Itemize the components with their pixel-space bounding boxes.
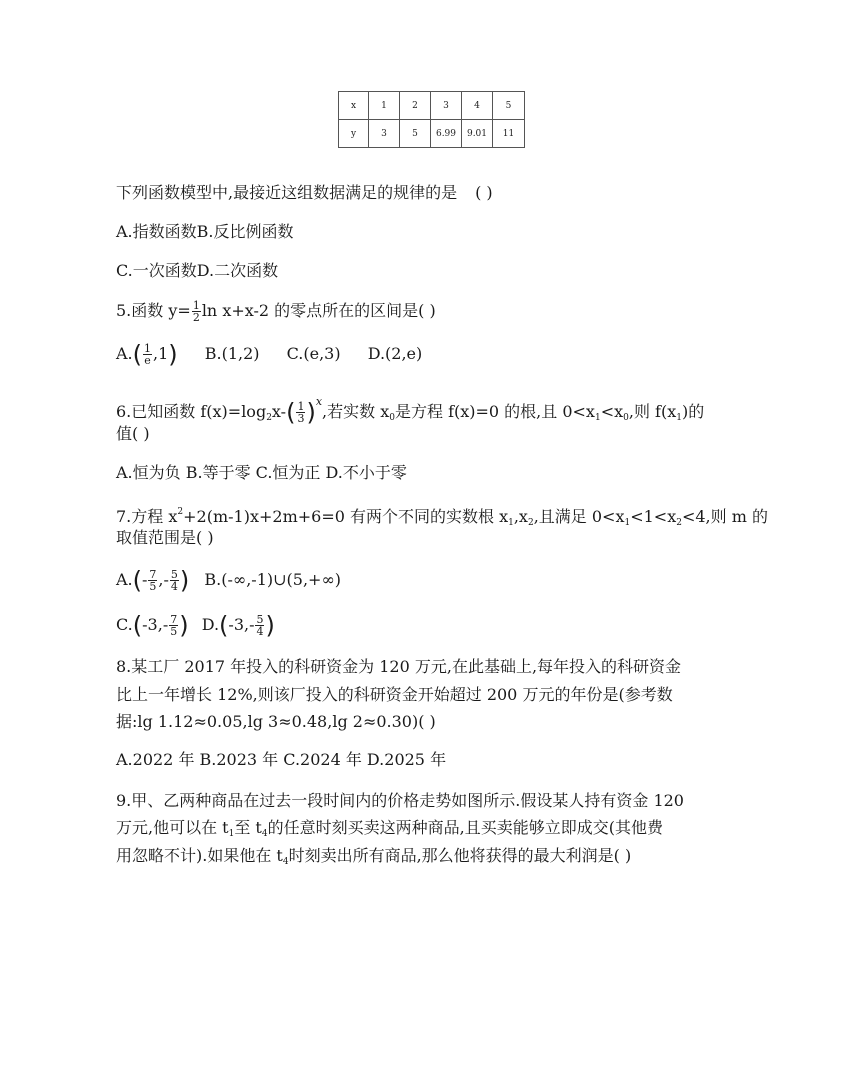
- q6-text: 是方程 f(x)=0 的根,且 0<x: [394, 402, 595, 421]
- table-cell: 5: [400, 120, 431, 148]
- frac-denominator: 3: [297, 412, 305, 425]
- table-cell: 1: [369, 92, 400, 120]
- table-cell: y: [339, 120, 369, 148]
- paren-left: (: [219, 611, 229, 640]
- table-row: [339, 120, 525, 148]
- q7-options-ab: A.(- $\frac{7}{5}$ ,- $\frac{5}{4}$ ) B.(-∞,-1)∪(5,+∞): [116, 566, 342, 595]
- q7-option-a-fraction-1: [148, 569, 157, 592]
- q9-stem-line1: 9.甲、乙两种商品在过去一段时间内的价格走势如图所示.假设某人持有资金 120: [116, 791, 684, 810]
- subscript: 1: [508, 518, 514, 528]
- q5-option-a-tail: ,1: [153, 344, 169, 363]
- q7-option-a-fraction-2: [170, 569, 179, 592]
- subscript: 1: [594, 413, 601, 423]
- table-cell: 9.01: [462, 120, 493, 148]
- frac-denominator: e: [144, 354, 151, 367]
- q7-text: ,且满足 0<x: [533, 507, 625, 526]
- subscript: 2: [527, 518, 534, 528]
- paren-right: ): [265, 611, 275, 640]
- q8-stem-line2: 比上一年增长 12%,则该厂投入的科研资金开始超过 200 万元的年份是(参考数: [116, 685, 673, 704]
- frac-denominator: 4: [256, 625, 264, 638]
- q7-text: ,x: [513, 507, 528, 526]
- q6-text: ,则 f(x: [628, 402, 677, 421]
- subscript: 1: [676, 413, 682, 423]
- paren-left: (: [132, 340, 143, 369]
- q5-option-a-fraction: [143, 343, 152, 366]
- q6-prefix: 6.已知函数 f(x)=log: [116, 402, 267, 421]
- q7-option-c-text: -3,-: [142, 615, 169, 634]
- superscript: 2: [177, 507, 184, 517]
- q7-text: <1<x: [630, 507, 677, 526]
- frac-numerator: 1: [192, 299, 200, 312]
- q5-suffix: ln x+x-2 的零点所在的区间是( ): [201, 301, 436, 320]
- frac-numerator: 7: [170, 613, 178, 626]
- paren-right: ): [306, 398, 316, 427]
- q7-options-cd: [116, 611, 275, 640]
- q5-option-b: B.(1,2): [204, 344, 260, 363]
- subscript: 1: [624, 518, 631, 528]
- frac-denominator: 4: [170, 580, 178, 593]
- frac-denominator: 5: [170, 625, 178, 638]
- q7-text: +2(m-1)x+2m+6=0 有两个不同的实数根 x: [183, 507, 509, 526]
- q5-option-d: D.(2,e): [367, 344, 423, 363]
- q4-stem: [116, 183, 493, 203]
- table-row: [339, 92, 525, 120]
- table-cell: 3: [369, 120, 400, 148]
- q6-options: A.恒为负 B.等于零 C.恒为正 D.不小于零: [116, 463, 407, 482]
- q5-fraction: [192, 300, 201, 323]
- q7-option-d-fraction: [255, 614, 264, 637]
- q8-stem-line3: 据:lg 1.12≈0.05,lg 3≈0.48,lg 2≈0.30)( ): [116, 712, 436, 731]
- q7-option-b: B.(-∞,-1)∪(5,+∞): [204, 570, 342, 589]
- q6-stem: [116, 392, 704, 428]
- q4-options-1: A.指数函数B.反比例函数: [116, 222, 294, 241]
- q9-text: 用忽略不计).如果他在 t: [116, 846, 283, 865]
- q7-stem: [116, 502, 768, 533]
- q7-option-d-text: -3,-: [228, 615, 255, 634]
- subscript: 0: [389, 413, 395, 423]
- frac-denominator: 5: [149, 580, 157, 593]
- q6-mid: x-: [271, 402, 287, 421]
- paren-left: (: [132, 611, 143, 640]
- table-cell: 5: [493, 92, 525, 120]
- table-cell: 3: [431, 92, 462, 120]
- q5-options: [116, 340, 423, 369]
- frac-numerator: 5: [256, 613, 264, 626]
- q7-option-a-label: A.: [116, 570, 133, 589]
- q6-text: )的: [681, 402, 705, 421]
- q7-text: 7.方程 x: [116, 507, 178, 526]
- frac-numerator: 1: [144, 342, 152, 355]
- q6-text: ,若实数 x: [322, 402, 390, 421]
- q9-text: 的任意时刻买卖这两种商品,且买卖能够立即成交(其他费: [267, 818, 663, 837]
- subscript: 2: [676, 518, 682, 528]
- table-cell: x: [339, 92, 369, 120]
- data-table: [338, 91, 525, 148]
- table-cell: 4: [462, 92, 493, 120]
- q5-stem: [116, 300, 436, 323]
- frac-numerator: 5: [170, 568, 178, 581]
- q7-option-d-label: D.: [201, 615, 220, 634]
- q4-blank: ( ): [475, 183, 493, 202]
- q9-stem-line3: [116, 846, 631, 872]
- q8-stem-line1: 8.某工厂 2017 年投入的科研资金为 120 万元,在此基础上,每年投入的科研资金: [116, 657, 682, 676]
- q7-text: <4,则 m 的: [681, 507, 768, 526]
- q5-prefix: 5.函数 y=: [116, 301, 191, 320]
- subscript: 4: [261, 829, 268, 839]
- frac-numerator: 1: [297, 400, 305, 413]
- subscript: 0: [623, 413, 629, 423]
- paren-right: ): [179, 566, 190, 595]
- paren-left: (: [132, 566, 143, 595]
- exponent: x: [315, 395, 323, 408]
- q9-text: 万元,他可以在 t: [116, 818, 229, 837]
- q8-options: A.2022 年 B.2023 年 C.2024 年 D.2025 年: [116, 750, 447, 769]
- q7-option-c-fraction: [169, 614, 178, 637]
- q6-text: <x: [600, 402, 624, 421]
- q7-stem-line2: 取值范围是( ): [116, 528, 214, 547]
- table-cell: 11: [493, 120, 525, 148]
- q4-stem-text: 下列函数模型中,最接近这组数据满足的规律的是: [116, 183, 458, 202]
- log-base: 2: [266, 413, 272, 423]
- q9-text: 至 t: [234, 818, 262, 837]
- q9-stem-line2: [116, 818, 663, 844]
- subscript: 4: [282, 857, 289, 867]
- paren-right: ): [179, 611, 189, 640]
- q5-option-a-label: A.: [116, 344, 133, 363]
- table-cell: 6.99: [431, 120, 462, 148]
- q4-options-2: C.一次函数D.二次函数: [116, 261, 279, 280]
- q6-stem-line2: 值( ): [116, 424, 150, 443]
- q5-option-c: C.(e,3): [286, 344, 341, 363]
- q7-option-c-label: C.: [116, 615, 133, 634]
- frac-numerator: 7: [149, 568, 157, 581]
- frac-denominator: 2: [192, 311, 200, 324]
- paren-right: ): [168, 340, 178, 369]
- subscript: 1: [228, 829, 235, 839]
- q6-fraction: [296, 401, 305, 424]
- q9-text: 时刻卖出所有商品,那么他将获得的最大利润是( ): [288, 846, 632, 865]
- table-cell: 2: [400, 92, 431, 120]
- paren-left: (: [286, 398, 296, 427]
